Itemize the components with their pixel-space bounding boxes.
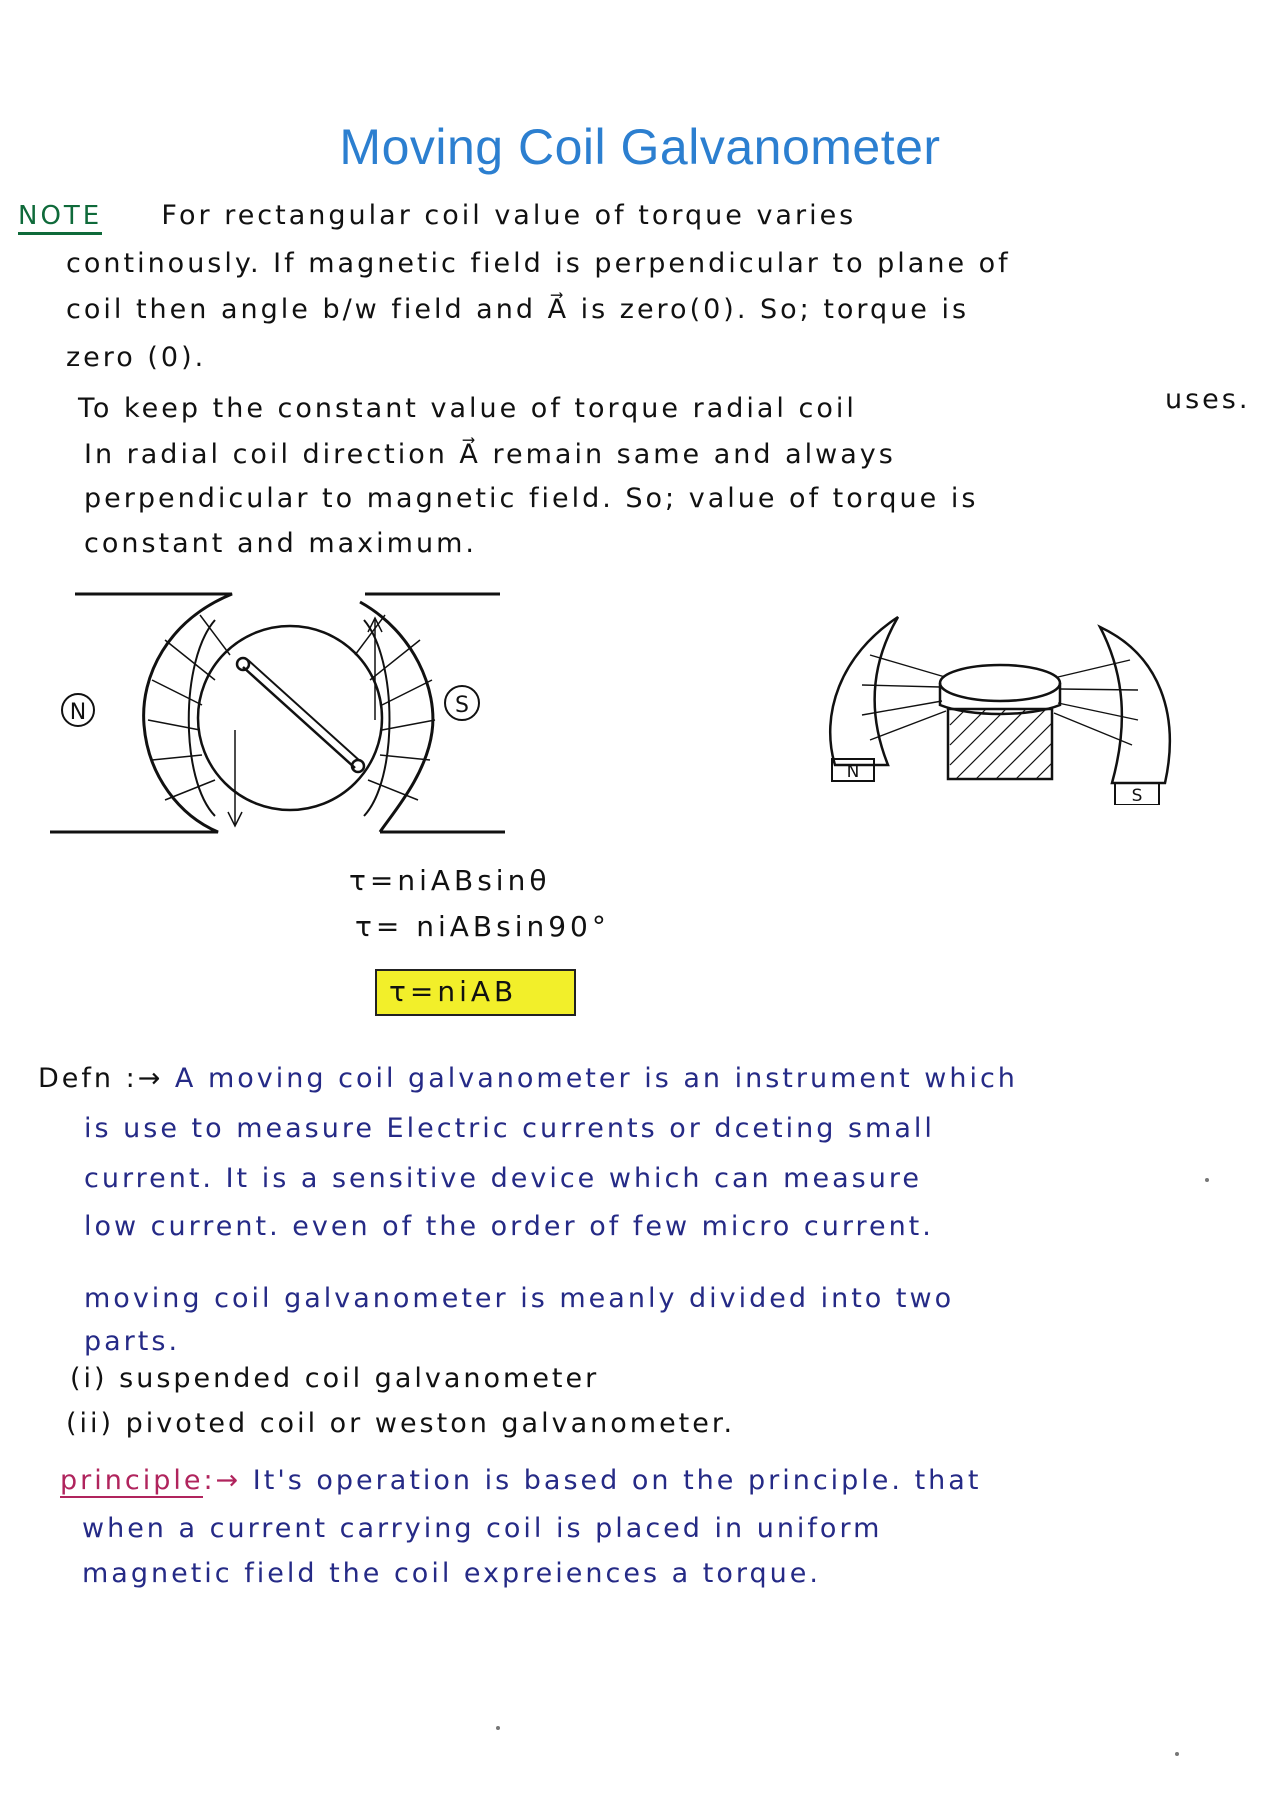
definition-line-2: is use to measure Electric currents or dceting small — [84, 1113, 935, 1144]
formula-result: τ=niAB — [389, 975, 518, 1008]
radial-field-diagram — [40, 580, 560, 850]
types-line-2: parts. — [84, 1326, 181, 1357]
stray-dot — [1205, 1178, 1209, 1182]
page-title: Moving Coil Galvanometer — [339, 119, 941, 175]
stray-dot — [1175, 1752, 1179, 1756]
stray-dot — [496, 1726, 500, 1730]
left-north-label: N — [69, 700, 87, 725]
note-text-1: For rectangular coil value of torque varies — [161, 200, 857, 231]
principle-line-2: when a current carrying coil is placed in uniform — [82, 1513, 883, 1544]
principle-arrow: :→ — [203, 1465, 242, 1496]
principle-line-3: magnetic field the coil expreiences a torque. — [82, 1558, 821, 1589]
principle-line-1 — [60, 1465, 981, 1496]
formula-line-1: τ=niABsinθ — [349, 864, 551, 897]
pole-piece-diagram — [810, 605, 1190, 805]
note-line-2: continously. If magnetic field is perpendicular to plane of — [66, 248, 1011, 279]
definition-line-4: low current. even of the order of few micro current. — [84, 1211, 934, 1242]
principle-text-1: It's operation is based on the principle. that — [252, 1465, 982, 1496]
definition-text-1: A moving coil galvanometer is an instrument which — [174, 1063, 1018, 1094]
radial-line-4: constant and maximum. — [84, 528, 477, 559]
types-line-1: moving coil galvanometer is meanly divided into two — [84, 1283, 955, 1314]
definition-line-3: current. It is a sensitive device which can measure — [84, 1163, 922, 1194]
right-south-label: S — [1131, 786, 1143, 805]
radial-line-3: perpendicular to magnetic field. So; value of torque is — [84, 483, 979, 514]
definition-line-1 — [38, 1063, 1018, 1094]
radial-line-1: To keep the constant value of torque radial coil — [78, 393, 857, 424]
radial-line-2: In radial coil direction A⃗ remain same and always — [84, 439, 896, 470]
formula-result-box — [375, 969, 576, 1016]
note-line-4: zero (0). — [66, 342, 207, 373]
note-label: NOTE — [18, 201, 102, 235]
types-item-2: (ii) pivoted coil or weston galvanometer. — [66, 1408, 736, 1439]
definition-label: Defn :→ — [38, 1063, 164, 1094]
right-north-label: N — [846, 762, 860, 782]
radial-uses: uses. — [1165, 384, 1251, 415]
note-line-1 — [18, 200, 856, 231]
left-south-label: S — [455, 693, 469, 718]
principle-label: principle — [60, 1465, 204, 1496]
formula-line-2: τ= niABsin90° — [355, 910, 610, 943]
types-item-1: (i) suspended coil galvanometer — [70, 1363, 600, 1394]
note-line-3: coil then angle b/w field and A⃗ is zero(0). So; torque is — [66, 294, 970, 325]
